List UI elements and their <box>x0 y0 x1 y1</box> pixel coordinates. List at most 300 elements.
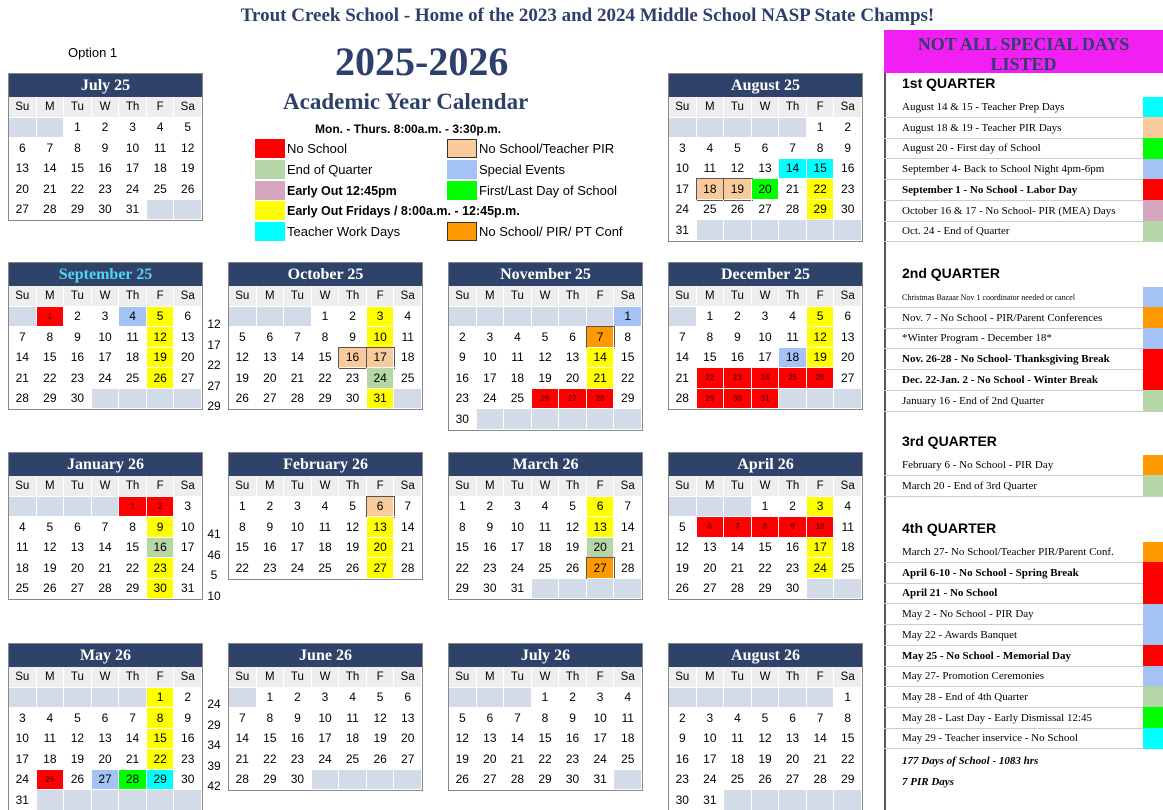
day-cell[interactable]: 14 <box>9 348 37 369</box>
day-cell[interactable]: 5 <box>752 708 780 729</box>
day-cell[interactable]: 17 <box>174 538 202 559</box>
day-cell[interactable]: 5 <box>37 517 65 538</box>
day-cell[interactable]: 2 <box>257 497 285 518</box>
day-cell[interactable]: 18 <box>779 348 807 369</box>
day-cell[interactable]: 17 <box>284 538 312 559</box>
day-cell[interactable]: 14 <box>669 348 697 369</box>
day-cell[interactable]: 24 <box>477 389 505 410</box>
day-cell[interactable]: 15 <box>119 538 147 559</box>
day-cell[interactable]: 13 <box>9 159 37 180</box>
day-cell[interactable]: 19 <box>449 749 477 770</box>
day-cell[interactable]: 7 <box>587 327 615 348</box>
day-cell[interactable]: 28 <box>587 389 615 410</box>
day-cell[interactable]: 22 <box>614 368 642 389</box>
day-cell[interactable]: 13 <box>752 159 780 180</box>
day-cell[interactable]: 3 <box>9 708 37 729</box>
day-cell[interactable]: 6 <box>174 307 202 328</box>
day-cell[interactable]: 5 <box>64 708 92 729</box>
day-cell[interactable]: 27 <box>477 770 505 791</box>
day-cell[interactable]: 25 <box>504 389 532 410</box>
day-cell[interactable]: 5 <box>807 307 835 328</box>
day-cell[interactable]: 30 <box>724 389 752 410</box>
day-cell[interactable]: 21 <box>284 368 312 389</box>
day-cell[interactable]: 29 <box>449 579 477 600</box>
day-cell[interactable]: 25 <box>9 579 37 600</box>
day-cell[interactable]: 12 <box>724 159 752 180</box>
day-cell[interactable]: 28 <box>284 389 312 410</box>
day-cell[interactable]: 18 <box>37 749 65 770</box>
day-cell[interactable]: 29 <box>532 770 560 791</box>
day-cell[interactable]: 2 <box>449 327 477 348</box>
day-cell[interactable]: 26 <box>559 558 587 579</box>
day-cell[interactable]: 23 <box>92 179 120 200</box>
day-cell[interactable]: 4 <box>532 497 560 518</box>
day-cell[interactable]: 12 <box>229 348 257 369</box>
day-cell[interactable]: 26 <box>174 179 202 200</box>
day-cell[interactable]: 22 <box>449 558 477 579</box>
day-cell[interactable]: 14 <box>119 729 147 750</box>
day-cell[interactable]: 8 <box>697 327 725 348</box>
day-cell[interactable]: 22 <box>119 558 147 579</box>
day-cell[interactable]: 7 <box>119 708 147 729</box>
day-cell[interactable]: 29 <box>64 200 92 221</box>
day-cell[interactable]: 28 <box>807 770 835 791</box>
day-cell[interactable]: 5 <box>339 497 367 518</box>
day-cell[interactable]: 22 <box>834 749 862 770</box>
day-cell[interactable]: 17 <box>807 538 835 559</box>
day-cell[interactable]: 1 <box>37 307 65 328</box>
day-cell[interactable]: 15 <box>752 538 780 559</box>
day-cell[interactable]: 7 <box>807 708 835 729</box>
day-cell[interactable]: 9 <box>64 327 92 348</box>
day-cell[interactable]: 1 <box>312 307 340 328</box>
day-cell[interactable]: 21 <box>724 558 752 579</box>
day-cell[interactable]: 8 <box>229 517 257 538</box>
day-cell[interactable]: 15 <box>37 348 65 369</box>
day-cell[interactable]: 17 <box>92 348 120 369</box>
day-cell[interactable]: 23 <box>669 770 697 791</box>
day-cell[interactable]: 8 <box>752 517 780 538</box>
day-cell[interactable]: 25 <box>37 770 65 791</box>
day-cell[interactable]: 23 <box>477 558 505 579</box>
day-cell[interactable]: 12 <box>752 729 780 750</box>
day-cell[interactable]: 14 <box>284 348 312 369</box>
day-cell[interactable]: 25 <box>312 558 340 579</box>
day-cell[interactable]: 26 <box>37 579 65 600</box>
day-cell[interactable]: 1 <box>697 307 725 328</box>
day-cell[interactable]: 6 <box>834 307 862 328</box>
day-cell[interactable]: 30 <box>92 200 120 221</box>
day-cell[interactable]: 15 <box>532 729 560 750</box>
day-cell[interactable]: 30 <box>559 770 587 791</box>
day-cell[interactable]: 20 <box>367 538 395 559</box>
day-cell[interactable]: 6 <box>477 708 505 729</box>
day-cell[interactable]: 16 <box>779 538 807 559</box>
day-cell[interactable]: 16 <box>339 348 367 369</box>
day-cell[interactable]: 24 <box>92 368 120 389</box>
day-cell[interactable]: 7 <box>614 497 642 518</box>
day-cell[interactable]: 27 <box>174 368 202 389</box>
day-cell[interactable]: 10 <box>697 729 725 750</box>
day-cell[interactable]: 9 <box>834 138 862 159</box>
day-cell[interactable]: 2 <box>779 497 807 518</box>
day-cell[interactable]: 29 <box>312 389 340 410</box>
day-cell[interactable]: 3 <box>504 497 532 518</box>
day-cell[interactable]: 21 <box>229 749 257 770</box>
day-cell[interactable]: 28 <box>9 389 37 410</box>
day-cell[interactable]: 8 <box>37 327 65 348</box>
day-cell[interactable]: 27 <box>752 200 780 221</box>
day-cell[interactable]: 18 <box>697 179 725 200</box>
day-cell[interactable]: 14 <box>807 729 835 750</box>
day-cell[interactable]: 28 <box>614 558 642 579</box>
day-cell[interactable]: 9 <box>92 138 120 159</box>
day-cell[interactable]: 6 <box>697 517 725 538</box>
day-cell[interactable]: 7 <box>504 708 532 729</box>
day-cell[interactable]: 12 <box>339 517 367 538</box>
day-cell[interactable]: 18 <box>9 558 37 579</box>
day-cell[interactable]: 13 <box>64 538 92 559</box>
day-cell[interactable]: 19 <box>229 368 257 389</box>
day-cell[interactable]: 15 <box>229 538 257 559</box>
day-cell[interactable]: 6 <box>257 327 285 348</box>
day-cell[interactable]: 28 <box>724 579 752 600</box>
day-cell[interactable]: 14 <box>37 159 65 180</box>
day-cell[interactable]: 19 <box>807 348 835 369</box>
day-cell[interactable]: 19 <box>174 159 202 180</box>
day-cell[interactable]: 22 <box>697 368 725 389</box>
day-cell[interactable]: 8 <box>834 708 862 729</box>
day-cell[interactable]: 18 <box>834 538 862 559</box>
day-cell[interactable]: 1 <box>229 497 257 518</box>
day-cell[interactable]: 28 <box>92 579 120 600</box>
day-cell[interactable]: 21 <box>614 538 642 559</box>
day-cell[interactable]: 21 <box>779 179 807 200</box>
day-cell[interactable]: 24 <box>284 558 312 579</box>
day-cell[interactable]: 25 <box>697 200 725 221</box>
day-cell[interactable]: 25 <box>724 770 752 791</box>
day-cell[interactable]: 9 <box>339 327 367 348</box>
day-cell[interactable]: 17 <box>367 348 395 369</box>
day-cell[interactable]: 16 <box>257 538 285 559</box>
day-cell[interactable]: 24 <box>174 558 202 579</box>
day-cell[interactable]: 31 <box>669 220 697 241</box>
day-cell[interactable]: 20 <box>394 729 422 750</box>
day-cell[interactable]: 9 <box>147 517 175 538</box>
day-cell[interactable]: 1 <box>532 688 560 709</box>
day-cell[interactable]: 12 <box>367 708 395 729</box>
day-cell[interactable]: 23 <box>284 749 312 770</box>
day-cell[interactable]: 1 <box>834 688 862 709</box>
day-cell[interactable]: 20 <box>559 368 587 389</box>
day-cell[interactable]: 9 <box>724 327 752 348</box>
day-cell[interactable]: 10 <box>669 159 697 180</box>
day-cell[interactable]: 7 <box>92 517 120 538</box>
day-cell[interactable]: 11 <box>834 517 862 538</box>
day-cell[interactable]: 10 <box>119 138 147 159</box>
day-cell[interactable]: 17 <box>587 729 615 750</box>
day-cell[interactable]: 2 <box>64 307 92 328</box>
day-cell[interactable]: 6 <box>367 497 395 518</box>
day-cell[interactable]: 31 <box>752 389 780 410</box>
day-cell[interactable]: 24 <box>312 749 340 770</box>
day-cell[interactable]: 7 <box>669 327 697 348</box>
day-cell[interactable]: 30 <box>834 200 862 221</box>
day-cell[interactable]: 4 <box>614 688 642 709</box>
day-cell[interactable]: 18 <box>504 368 532 389</box>
day-cell[interactable]: 25 <box>834 558 862 579</box>
day-cell[interactable]: 12 <box>449 729 477 750</box>
day-cell[interactable]: 14 <box>724 538 752 559</box>
day-cell[interactable]: 9 <box>477 517 505 538</box>
day-cell[interactable]: 28 <box>504 770 532 791</box>
day-cell[interactable]: 3 <box>752 307 780 328</box>
day-cell[interactable]: 31 <box>174 579 202 600</box>
day-cell[interactable]: 24 <box>119 179 147 200</box>
day-cell[interactable]: 17 <box>752 348 780 369</box>
day-cell[interactable]: 10 <box>504 517 532 538</box>
day-cell[interactable]: 10 <box>92 327 120 348</box>
day-cell[interactable]: 19 <box>752 749 780 770</box>
day-cell[interactable]: 2 <box>724 307 752 328</box>
day-cell[interactable]: 8 <box>119 517 147 538</box>
day-cell[interactable]: 15 <box>697 348 725 369</box>
day-cell[interactable]: 6 <box>779 708 807 729</box>
day-cell[interactable]: 27 <box>779 770 807 791</box>
day-cell[interactable]: 27 <box>257 389 285 410</box>
day-cell[interactable]: 11 <box>724 729 752 750</box>
day-cell[interactable]: 7 <box>284 327 312 348</box>
day-cell[interactable]: 14 <box>504 729 532 750</box>
day-cell[interactable]: 20 <box>697 558 725 579</box>
day-cell[interactable]: 19 <box>367 729 395 750</box>
day-cell[interactable]: 9 <box>257 517 285 538</box>
day-cell[interactable]: 25 <box>394 368 422 389</box>
day-cell[interactable]: 6 <box>64 517 92 538</box>
day-cell[interactable]: 23 <box>779 558 807 579</box>
day-cell[interactable]: 1 <box>614 307 642 328</box>
day-cell[interactable]: 23 <box>834 179 862 200</box>
day-cell[interactable]: 25 <box>614 749 642 770</box>
day-cell[interactable]: 18 <box>147 159 175 180</box>
day-cell[interactable]: 15 <box>614 348 642 369</box>
day-cell[interactable]: 8 <box>449 517 477 538</box>
day-cell[interactable]: 18 <box>312 538 340 559</box>
day-cell[interactable]: 12 <box>174 138 202 159</box>
day-cell[interactable]: 7 <box>779 138 807 159</box>
day-cell[interactable]: 20 <box>174 348 202 369</box>
day-cell[interactable]: 16 <box>834 159 862 180</box>
day-cell[interactable]: 10 <box>284 517 312 538</box>
day-cell[interactable]: 25 <box>147 179 175 200</box>
day-cell[interactable]: 20 <box>9 179 37 200</box>
day-cell[interactable]: 6 <box>394 688 422 709</box>
day-cell[interactable]: 17 <box>312 729 340 750</box>
day-cell[interactable]: 19 <box>147 348 175 369</box>
day-cell[interactable]: 20 <box>752 179 780 200</box>
day-cell[interactable]: 23 <box>257 558 285 579</box>
day-cell[interactable]: 7 <box>37 138 65 159</box>
day-cell[interactable]: 9 <box>559 708 587 729</box>
day-cell[interactable]: 21 <box>37 179 65 200</box>
day-cell[interactable]: 14 <box>614 517 642 538</box>
day-cell[interactable]: 16 <box>669 749 697 770</box>
day-cell[interactable]: 22 <box>147 749 175 770</box>
day-cell[interactable]: 11 <box>147 138 175 159</box>
day-cell[interactable]: 6 <box>752 138 780 159</box>
day-cell[interactable]: 23 <box>724 368 752 389</box>
day-cell[interactable]: 22 <box>64 179 92 200</box>
day-cell[interactable]: 9 <box>779 517 807 538</box>
day-cell[interactable]: 3 <box>477 327 505 348</box>
day-cell[interactable]: 8 <box>614 327 642 348</box>
day-cell[interactable]: 21 <box>807 749 835 770</box>
day-cell[interactable]: 31 <box>119 200 147 221</box>
day-cell[interactable]: 27 <box>559 389 587 410</box>
day-cell[interactable]: 20 <box>92 749 120 770</box>
day-cell[interactable]: 27 <box>834 368 862 389</box>
day-cell[interactable]: 6 <box>559 327 587 348</box>
day-cell[interactable]: 16 <box>449 368 477 389</box>
day-cell[interactable]: 22 <box>229 558 257 579</box>
day-cell[interactable]: 3 <box>174 497 202 518</box>
day-cell[interactable]: 28 <box>229 770 257 791</box>
day-cell[interactable]: 29 <box>697 389 725 410</box>
day-cell[interactable]: 8 <box>807 138 835 159</box>
day-cell[interactable]: 21 <box>669 368 697 389</box>
day-cell[interactable]: 23 <box>147 558 175 579</box>
day-cell[interactable]: 27 <box>9 200 37 221</box>
day-cell[interactable]: 30 <box>669 790 697 810</box>
day-cell[interactable]: 22 <box>37 368 65 389</box>
day-cell[interactable]: 29 <box>834 770 862 791</box>
day-cell[interactable]: 12 <box>559 517 587 538</box>
day-cell[interactable]: 13 <box>779 729 807 750</box>
day-cell[interactable]: 17 <box>697 749 725 770</box>
day-cell[interactable]: 19 <box>64 749 92 770</box>
day-cell[interactable]: 28 <box>119 770 147 791</box>
day-cell[interactable]: 16 <box>64 348 92 369</box>
day-cell[interactable]: 8 <box>532 708 560 729</box>
day-cell[interactable]: 22 <box>752 558 780 579</box>
day-cell[interactable]: 22 <box>807 179 835 200</box>
day-cell[interactable]: 14 <box>229 729 257 750</box>
day-cell[interactable]: 16 <box>477 538 505 559</box>
day-cell[interactable]: 10 <box>312 708 340 729</box>
day-cell[interactable]: 5 <box>229 327 257 348</box>
day-cell[interactable]: 12 <box>147 327 175 348</box>
day-cell[interactable]: 22 <box>532 749 560 770</box>
day-cell[interactable]: 15 <box>807 159 835 180</box>
day-cell[interactable]: 21 <box>119 749 147 770</box>
day-cell[interactable]: 3 <box>92 307 120 328</box>
day-cell[interactable]: 4 <box>697 138 725 159</box>
day-cell[interactable]: 27 <box>587 558 615 579</box>
day-cell[interactable]: 2 <box>284 688 312 709</box>
day-cell[interactable]: 16 <box>174 729 202 750</box>
day-cell[interactable]: 8 <box>64 138 92 159</box>
day-cell[interactable]: 7 <box>394 497 422 518</box>
day-cell[interactable]: 30 <box>449 409 477 430</box>
day-cell[interactable]: 31 <box>697 790 725 810</box>
day-cell[interactable]: 3 <box>587 688 615 709</box>
day-cell[interactable]: 16 <box>559 729 587 750</box>
day-cell[interactable]: 3 <box>367 307 395 328</box>
day-cell[interactable]: 19 <box>724 179 752 200</box>
day-cell[interactable]: 4 <box>504 327 532 348</box>
day-cell[interactable]: 17 <box>669 179 697 200</box>
day-cell[interactable]: 18 <box>339 729 367 750</box>
day-cell[interactable]: 6 <box>92 708 120 729</box>
day-cell[interactable]: 5 <box>147 307 175 328</box>
day-cell[interactable]: 12 <box>64 729 92 750</box>
day-cell[interactable]: 25 <box>119 368 147 389</box>
day-cell[interactable]: 5 <box>532 327 560 348</box>
day-cell[interactable]: 27 <box>64 579 92 600</box>
day-cell[interactable]: 13 <box>834 327 862 348</box>
day-cell[interactable]: 1 <box>147 688 175 709</box>
day-cell[interactable]: 24 <box>807 558 835 579</box>
day-cell[interactable]: 10 <box>174 517 202 538</box>
day-cell[interactable]: 21 <box>587 368 615 389</box>
day-cell[interactable]: 19 <box>37 558 65 579</box>
day-cell[interactable]: 2 <box>339 307 367 328</box>
day-cell[interactable]: 16 <box>147 538 175 559</box>
day-cell[interactable]: 20 <box>779 749 807 770</box>
day-cell[interactable]: 30 <box>779 579 807 600</box>
day-cell[interactable]: 29 <box>807 200 835 221</box>
day-cell[interactable]: 15 <box>834 729 862 750</box>
day-cell[interactable]: 10 <box>752 327 780 348</box>
day-cell[interactable]: 10 <box>587 708 615 729</box>
day-cell[interactable]: 11 <box>37 729 65 750</box>
day-cell[interactable]: 29 <box>147 770 175 791</box>
day-cell[interactable]: 26 <box>339 558 367 579</box>
day-cell[interactable]: 18 <box>532 538 560 559</box>
day-cell[interactable]: 3 <box>807 497 835 518</box>
day-cell[interactable]: 5 <box>669 517 697 538</box>
day-cell[interactable]: 9 <box>284 708 312 729</box>
day-cell[interactable]: 4 <box>37 708 65 729</box>
day-cell[interactable]: 9 <box>449 348 477 369</box>
day-cell[interactable]: 14 <box>779 159 807 180</box>
day-cell[interactable]: 4 <box>394 307 422 328</box>
day-cell[interactable]: 1 <box>64 118 92 139</box>
day-cell[interactable]: 31 <box>367 389 395 410</box>
day-cell[interactable]: 13 <box>367 517 395 538</box>
day-cell[interactable]: 26 <box>229 389 257 410</box>
day-cell[interactable]: 4 <box>724 708 752 729</box>
day-cell[interactable]: 2 <box>834 118 862 139</box>
day-cell[interactable]: 4 <box>147 118 175 139</box>
day-cell[interactable]: 21 <box>92 558 120 579</box>
day-cell[interactable]: 29 <box>752 579 780 600</box>
day-cell[interactable]: 26 <box>807 368 835 389</box>
day-cell[interactable]: 12 <box>669 538 697 559</box>
day-cell[interactable]: 24 <box>587 749 615 770</box>
day-cell[interactable]: 24 <box>752 368 780 389</box>
day-cell[interactable]: 2 <box>92 118 120 139</box>
day-cell[interactable]: 12 <box>37 538 65 559</box>
day-cell[interactable]: 18 <box>614 729 642 750</box>
day-cell[interactable]: 26 <box>532 389 560 410</box>
day-cell[interactable]: 5 <box>449 708 477 729</box>
day-cell[interactable]: 15 <box>147 729 175 750</box>
day-cell[interactable]: 17 <box>9 749 37 770</box>
day-cell[interactable]: 23 <box>174 749 202 770</box>
day-cell[interactable]: 31 <box>587 770 615 791</box>
day-cell[interactable]: 5 <box>559 497 587 518</box>
